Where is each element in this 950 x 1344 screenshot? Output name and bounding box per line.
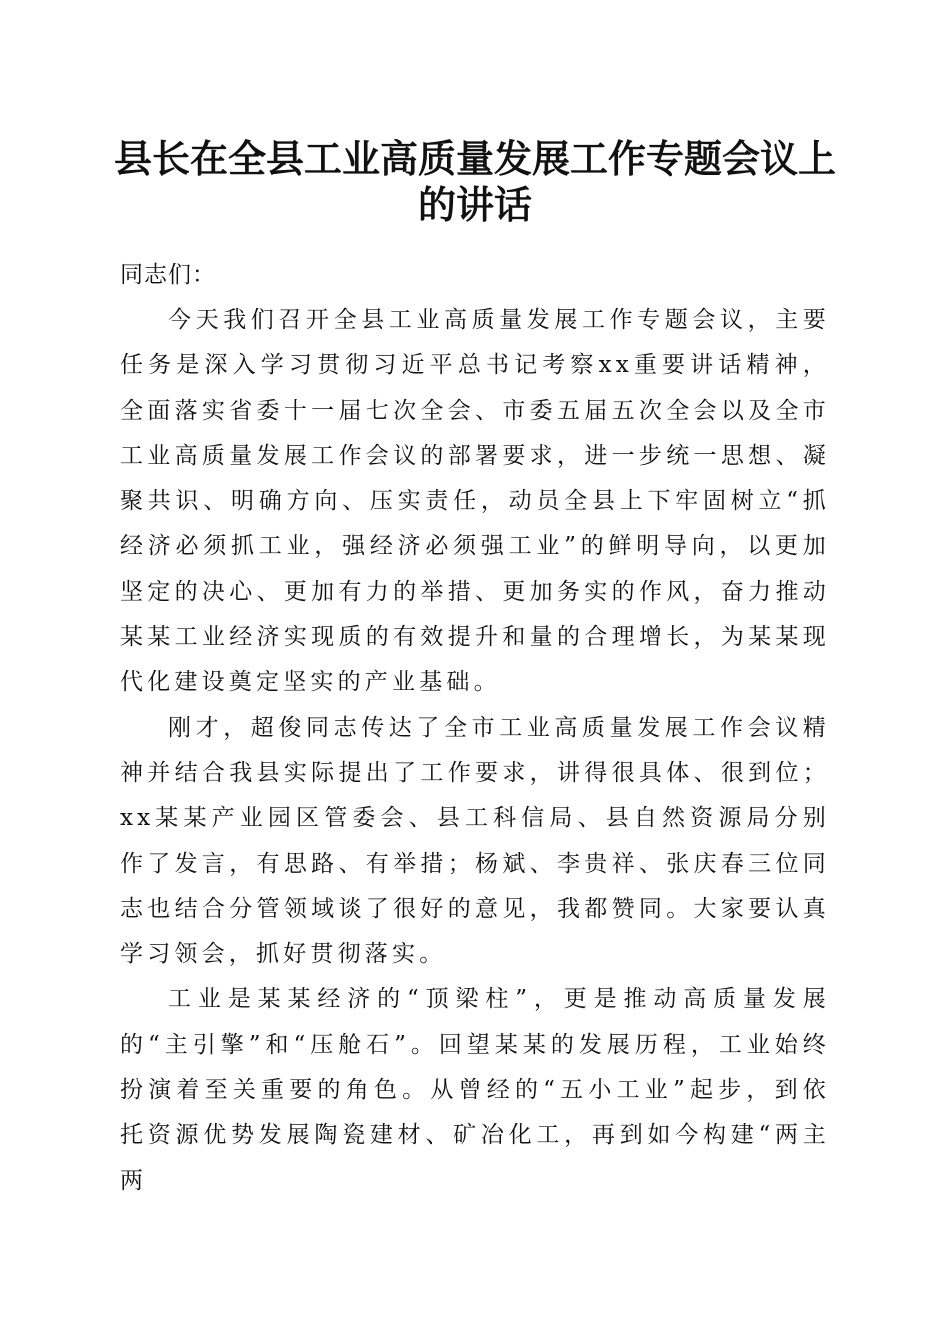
paragraph-3: 工业是某某经济的“顶梁柱”，更是推动高质量发展的“主引擎”和“压舱石”。回望某某的发展历程，工业始终扮演着至关重要的角色。从曾经的“五小工业”起步，到依托资源优势发展陶瓷建材、矿冶化工，再到如今构建“两主两 (120, 986, 830, 1194)
document-title: 县长在全县工业高质量发展工作专题会议上的讲话 (113, 136, 836, 227)
paragraph-2: 刚才，超俊同志传达了全市工业高质量发展工作会议精神并结合我县实际提出了工作要求，讲得很具体、很到位；xx某某产业园区管委会、县工科信局、县自然资源局分别作了发言，有思路、有举措；杨斌、李贵祥、张庆春三位同志也结合分管领域谈了很好的意见，我都赞同。大家要认真学习领会，抓好贯彻落实。 (120, 714, 830, 968)
document-body (120, 253, 830, 1204)
paragraph-1: 今天我们召开全县工业高质量发展工作专题会议，主要任务是深入学习贯彻习近平总书记考察xx重要讲话精神，全面落实省委十一届七次全会、市委五届五次全会以及全市工业高质量发展工作会议的部署要求，进一步统一思想、凝聚共识、明确方向、压实责任，动员全县上下牢固树立“抓经济必须抓工业，强经济必须强工业”的鲜明导向，以更加坚定的决心、更加有力的举措、更加务实的作风，奋力推动某某工业经济实现质的有效提升和量的合理增长，为某某现代化建设奠定坚实的产业基础。 (120, 307, 830, 696)
salutation: 同志们： (120, 262, 216, 288)
